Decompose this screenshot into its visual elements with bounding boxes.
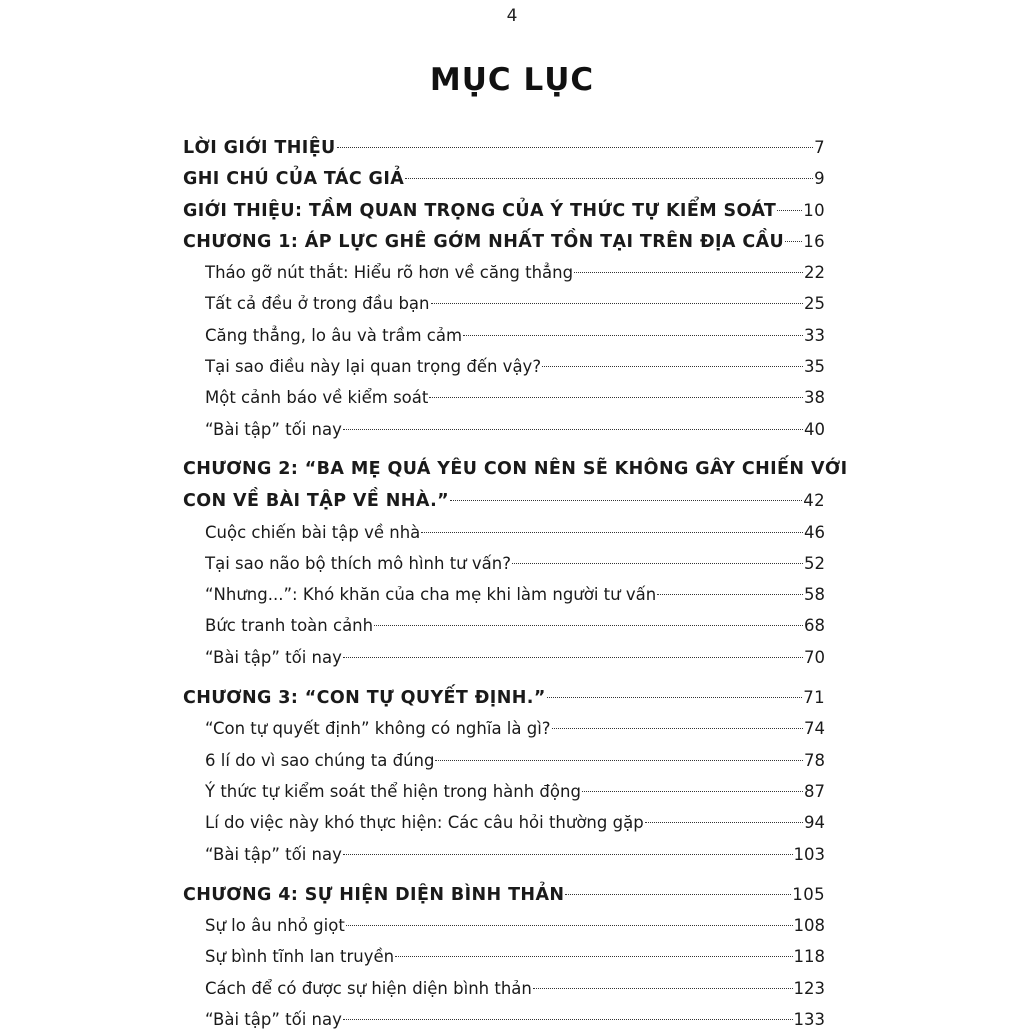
toc-entry-page: 46: [804, 522, 825, 542]
toc-chapter-entry: [183, 682, 825, 713]
dot-leader: [657, 594, 803, 595]
toc-entry-page: 52: [804, 553, 825, 573]
toc-section-entry: [183, 414, 825, 445]
toc-entry-label: Sự bình tĩnh lan truyền: [205, 947, 395, 967]
toc-section-entry: [183, 351, 825, 382]
dot-leader: [421, 532, 803, 533]
dot-leader: [463, 335, 803, 336]
toc-entry-page: 38: [804, 388, 825, 408]
toc-entry-label: GHI CHÚ CỦA TÁC GIẢ: [183, 169, 405, 190]
toc-entry-label: Căng thẳng, lo âu và trầm cảm: [205, 325, 463, 345]
toc-entry-label: CHƯƠNG 2: “BA MẸ QUÁ YÊU CON NÊN SẼ KHÔNG GÂY CHIẾN VỚI: [183, 458, 848, 479]
toc-entry-label: “Nhưng...”: Khó khăn của cha mẹ khi làm người tư vấn: [205, 585, 657, 605]
dot-leader: [512, 563, 803, 564]
toc-chapter-entry: [183, 132, 825, 163]
toc-entry-page: 35: [804, 357, 825, 377]
toc-entry-page: 40: [804, 419, 825, 439]
toc-entry-label: CHƯƠNG 4: SỰ HIỆN DIỆN BÌNH THẢN: [183, 884, 565, 905]
dot-leader: [374, 625, 803, 626]
toc-entry-page: 70: [804, 647, 825, 667]
toc-entry-label: Tại sao điều này lại quan trọng đến vậy?: [205, 357, 542, 377]
toc-entry-label: Một cảnh báo về kiểm soát: [205, 388, 429, 408]
toc-section-entry: [183, 288, 825, 319]
toc-entry-label: LỜI GIỚI THIỆU: [183, 138, 336, 158]
dot-leader: [565, 894, 791, 895]
toc-section-entry: [183, 579, 825, 610]
toc-chapter-entry: [183, 485, 825, 516]
toc-entry-label: GIỚI THIỆU: TẦM QUAN TRỌNG CỦA Ý THỨC TỰ KIỂM SOÁT: [183, 200, 777, 221]
toc-section-entry: [183, 257, 825, 288]
dot-leader: [435, 760, 803, 761]
toc-entry-label: Lí do việc này khó thực hiện: Các câu hỏi thường gặp: [205, 813, 644, 833]
toc-entry-page: 68: [804, 616, 825, 636]
dot-leader: [343, 657, 803, 658]
toc-entry-label: CHƯƠNG 3: “CON TỰ QUYẾT ĐỊNH.”: [183, 688, 546, 709]
toc-entry-label: Bức tranh toàn cảnh: [205, 616, 374, 636]
toc-entry-page: 25: [804, 294, 825, 314]
toc-entry-page: 33: [804, 325, 825, 345]
toc-chapter-entry: [183, 879, 825, 910]
toc-section-entry: [183, 776, 825, 807]
toc-entry-label: “Bài tập” tối nay: [205, 1010, 342, 1030]
toc-entry-page: 133: [793, 1010, 825, 1030]
toc-entry-label: Cuộc chiến bài tập về nhà: [205, 522, 421, 542]
toc-section-entry: [183, 713, 825, 744]
toc-entry-page: 105: [792, 884, 825, 904]
dot-leader: [785, 241, 802, 242]
toc-entry-page: 10: [803, 200, 825, 220]
toc-chapter-entry: [183, 163, 825, 194]
toc-section-entry: [183, 839, 825, 870]
toc-entry-label: “Bài tập” tối nay: [205, 844, 342, 864]
toc-entry-page: 118: [793, 947, 825, 967]
dot-leader: [777, 210, 802, 211]
dot-leader: [542, 366, 803, 367]
dot-leader: [343, 429, 803, 430]
toc-section-entry: [183, 1004, 825, 1035]
dot-leader: [574, 272, 803, 273]
dot-leader: [552, 728, 803, 729]
toc-section-entry: [183, 910, 825, 941]
dot-leader: [450, 500, 802, 501]
toc-entry-label: Tháo gỡ nút thắt: Hiểu rõ hơn về căng thẳng: [205, 263, 574, 283]
toc-entry-page: 42: [803, 491, 825, 511]
toc-entry-page: 16: [803, 231, 825, 251]
toc-chapter-entry: [183, 454, 848, 485]
toc-section-entry: [183, 941, 825, 972]
toc-entry-page: 78: [804, 750, 825, 770]
dot-leader: [645, 822, 803, 823]
toc-section-entry: [183, 382, 825, 413]
toc-entry-label: Tất cả đều ở trong đầu bạn: [205, 294, 430, 314]
toc-entry-page: 71: [803, 688, 825, 708]
toc-entry-label: “Bài tập” tối nay: [205, 419, 342, 439]
toc-entry-page: 74: [804, 719, 825, 739]
dot-leader: [582, 791, 803, 792]
toc-entry-label: “Bài tập” tối nay: [205, 647, 342, 667]
toc-section-entry: [183, 610, 825, 641]
toc-section-entry: [183, 548, 825, 579]
toc-entry-page: 58: [804, 585, 825, 605]
toc-entry-page: 94: [804, 813, 825, 833]
dot-leader: [346, 925, 793, 926]
toc-entry-label: Tại sao não bộ thích mô hình tư vấn?: [205, 553, 511, 573]
dot-leader: [343, 1019, 793, 1020]
toc-entry-label: Sự lo âu nhỏ giọt: [205, 916, 345, 936]
toc-section-entry: [183, 642, 825, 673]
page-number: 4: [506, 6, 518, 26]
toc-section-entry: [183, 745, 825, 776]
toc-entry-label: CHƯƠNG 1: ÁP LỰC GHÊ GỚM NHẤT TỒN TẠI TRÊN ĐỊA CẦU: [183, 231, 785, 252]
dot-leader: [337, 147, 813, 148]
dot-leader: [343, 854, 793, 855]
page-title: MỤC LỤC: [429, 62, 595, 98]
dot-leader: [395, 956, 792, 957]
table-of-contents: [183, 132, 848, 1035]
dot-leader: [533, 988, 793, 989]
toc-entry-page: 7: [814, 138, 825, 157]
toc-section-entry: [183, 320, 825, 351]
toc-entry-page: 22: [804, 263, 825, 283]
toc-entry-label: “Con tự quyết định” không có nghĩa là gì?: [205, 719, 551, 739]
dot-leader: [431, 303, 804, 304]
toc-entry-page: 87: [804, 781, 825, 801]
dot-leader: [405, 178, 813, 179]
toc-entry-page: 123: [793, 978, 825, 998]
toc-entry-label: Cách để có được sự hiện diện bình thản: [205, 978, 532, 998]
dot-leader: [547, 697, 802, 698]
dot-leader: [429, 397, 803, 398]
toc-entry-page: 108: [793, 916, 825, 936]
toc-section-entry: [183, 517, 825, 548]
toc-chapter-entry: [183, 195, 825, 226]
toc-entry-label: Ý thức tự kiểm soát thể hiện trong hành động: [205, 781, 581, 801]
toc-entry-page: 103: [793, 844, 825, 864]
toc-entry-label: CON VỀ BÀI TẬP VỀ NHÀ.”: [183, 491, 450, 512]
toc-section-entry: [183, 807, 825, 838]
toc-section-entry: [183, 973, 825, 1004]
toc-entry-label: 6 lí do vì sao chúng ta đúng: [205, 750, 435, 770]
toc-chapter-entry: [183, 226, 825, 257]
toc-entry-page: 9: [814, 169, 825, 189]
